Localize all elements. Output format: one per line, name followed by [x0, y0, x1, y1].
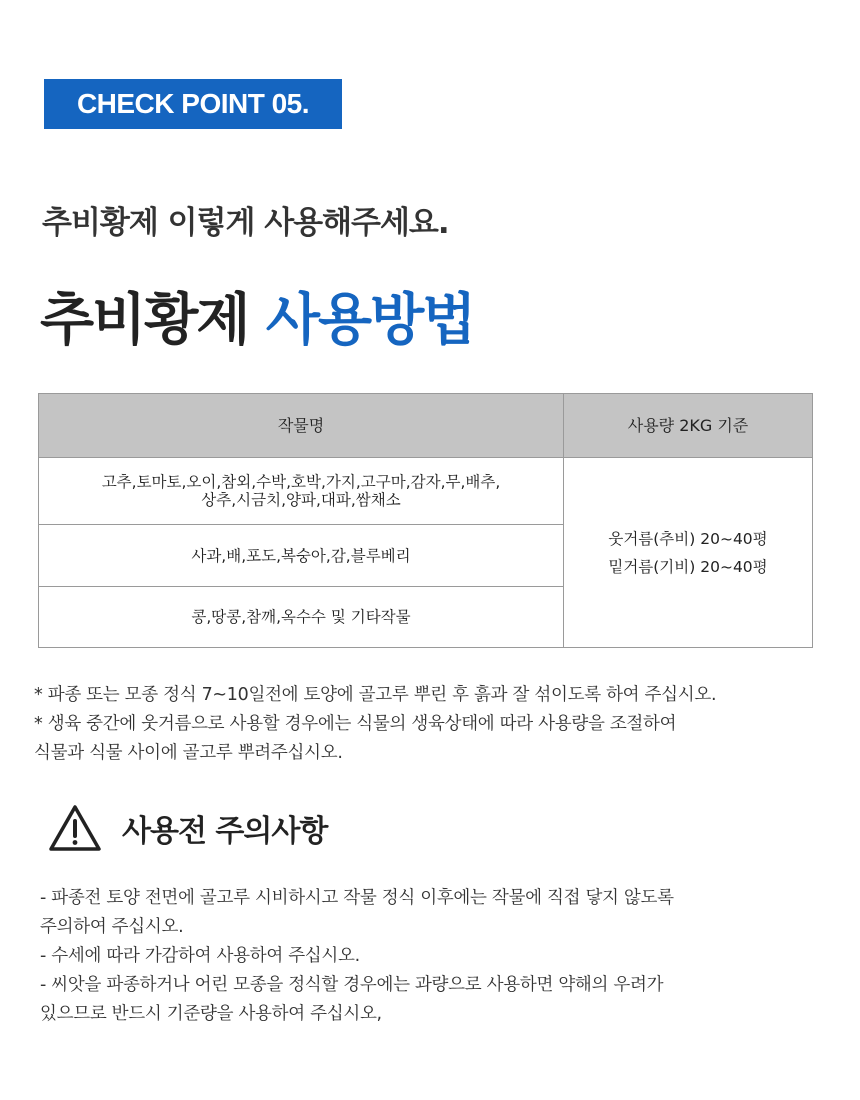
page-subtitle: 추비황제 이렇게 사용해주세요. — [42, 205, 449, 241]
caution-line: - 수세에 따라 가감하여 사용하여 주십시오. — [40, 946, 360, 966]
amount-cell — [564, 458, 813, 648]
crop-cell: 사과,배,포도,복숭아,감,블루베리 — [39, 525, 564, 587]
header-crop-name: 작물명 — [39, 394, 564, 458]
note-line: * 파종 또는 모종 정식 7~10일전에 토양에 골고루 뿌린 후 흙과 잘 섞이도록 하여 주십시오. — [34, 685, 717, 705]
note-line: * 생육 중간에 웃거름으로 사용할 경우에는 식물의 생육상태에 따라 사용량을 조절하여 — [34, 714, 677, 734]
caution-line: 주의하여 주십시오. — [40, 917, 184, 937]
crop-cell — [39, 458, 564, 525]
warning-icon — [48, 803, 102, 853]
amount-basal: 밑거름(기비) 20~40평 — [608, 557, 768, 576]
crop-cell: 콩,땅콩,참깨,옥수수 및 기타작물 — [39, 587, 564, 648]
check-point-badge: CHECK POINT 05. — [44, 79, 342, 129]
caution-line: - 파종전 토양 전면에 골고루 시비하시고 작물 정식 이후에는 작물에 직접 닿지 않도록 — [40, 888, 674, 908]
amount-topdressing: 웃거름(추비) 20~40평 — [608, 529, 768, 548]
usage-notes — [34, 681, 716, 768]
caution-title: 사용전 주의사항 — [122, 814, 328, 849]
table-row — [39, 458, 813, 525]
note-line: 식물과 식물 사이에 골고루 뿌려주십시오. — [34, 743, 343, 763]
page-title — [40, 276, 474, 356]
crop-line: 고추,토마토,오이,참외,수박,호박,가지,고구마,감자,무,배추, — [101, 473, 501, 491]
header-amount: 사용량 2KG 기준 — [564, 394, 813, 458]
caution-heading — [48, 803, 327, 853]
page-title-main: 추비황제 — [40, 288, 249, 353]
page-title-accent: 사용방법 — [265, 288, 475, 353]
crop-line: 상추,시금치,양파,대파,쌈채소 — [201, 491, 401, 509]
caution-line: 있으므로 반드시 기준량을 사용하여 주십시오, — [40, 1004, 382, 1024]
caution-list — [40, 884, 674, 1029]
usage-table — [38, 393, 813, 648]
table-header-row — [39, 394, 813, 458]
caution-line: - 씨앗을 파종하거나 어린 모종을 정식할 경우에는 과량으로 사용하면 약해의 우려가 — [40, 975, 664, 995]
